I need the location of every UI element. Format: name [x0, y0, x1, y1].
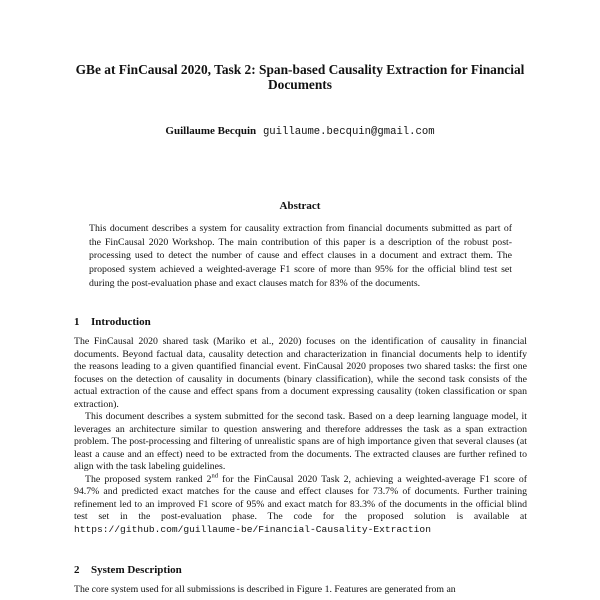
introduction-body — [74, 336, 527, 536]
paragraph — [74, 474, 527, 537]
section-title: System Description — [91, 564, 182, 576]
abstract-heading: Abstract — [279, 200, 321, 212]
paper-title: GBe at FinCausal 2020, Task 2: Span-based Causality Extraction for Financial Documents — [75, 62, 525, 92]
paragraph: The FinCausal 2020 shared task (Mariko et al., 2020) focuses on the identification of causality in financial documents. Beyond factual data, causality detection and characterization in financial documents help to identify the reasons leading to a given quantified financial event. FinCausal 2020 proposes two shared tasks: the first one focuses on the detection of causality in documents (binary classification), while the second task consists of the actual extraction of the cause and effect spans from a document expressing causality (token classification or span extraction). — [74, 336, 527, 410]
author-name: Guillaume Becquin — [165, 125, 257, 137]
paragraph-text: The proposed system ranked 2 — [85, 473, 212, 485]
author-line — [0, 124, 600, 139]
section-number: 1 — [74, 316, 80, 328]
section-number: 2 — [74, 564, 80, 576]
paragraph-text: for the FinCausal 2020 Task 2, achieving a weighted-average F1 score of 94.7% and predicted exact matches for the cause and effect clauses for 73.7% of documents. Further training refinement led to an improved F1 score of 95% and exact match for 83.3% of the documents in the official blind test set in the post-evaluation phase. The code for the proposed solution is available at — [74, 473, 527, 522]
author-email: guillaume.becquin@gmail.com — [262, 126, 435, 138]
system-description-body — [74, 584, 527, 597]
paragraph: This document describes a system submitted for the second task. Based on a deep learning language model, it leverages an architecture similar to question answering and therefore addresses the task as a span extraction problem. The post-processing and filtering of unrealistic spans are of high importance given that several clauses (at least a cause and an effect) need to be extracted from the documents. The extracted clauses are further refined to align with the task labeling guidelines. — [74, 411, 527, 472]
ordinal-superscript: nd — [211, 472, 218, 480]
paragraph: The core system used for all submissions is described in Figure 1. Features are generated from an — [74, 584, 456, 595]
section-heading-system-description — [74, 563, 182, 577]
abstract-text: This document describes a system for causality extraction from financial documents submitted as part of the FinCausal 2020 Workshop. The main contribution of this paper is a description of the robust post-processing used to detect the number of cause and effect clauses in a document and extract them. The proposed system achieved a weighted-average F1 score of more than 95% for the official blind test set during the post-evaluation phase and exact clauses match for 83% of the documents. — [89, 223, 512, 289]
section-heading-introduction — [74, 315, 151, 329]
code-url-link[interactable]: https://github.com/guillaume-be/Financial-Causality-Extraction — [74, 523, 431, 535]
section-title: Introduction — [91, 316, 151, 328]
